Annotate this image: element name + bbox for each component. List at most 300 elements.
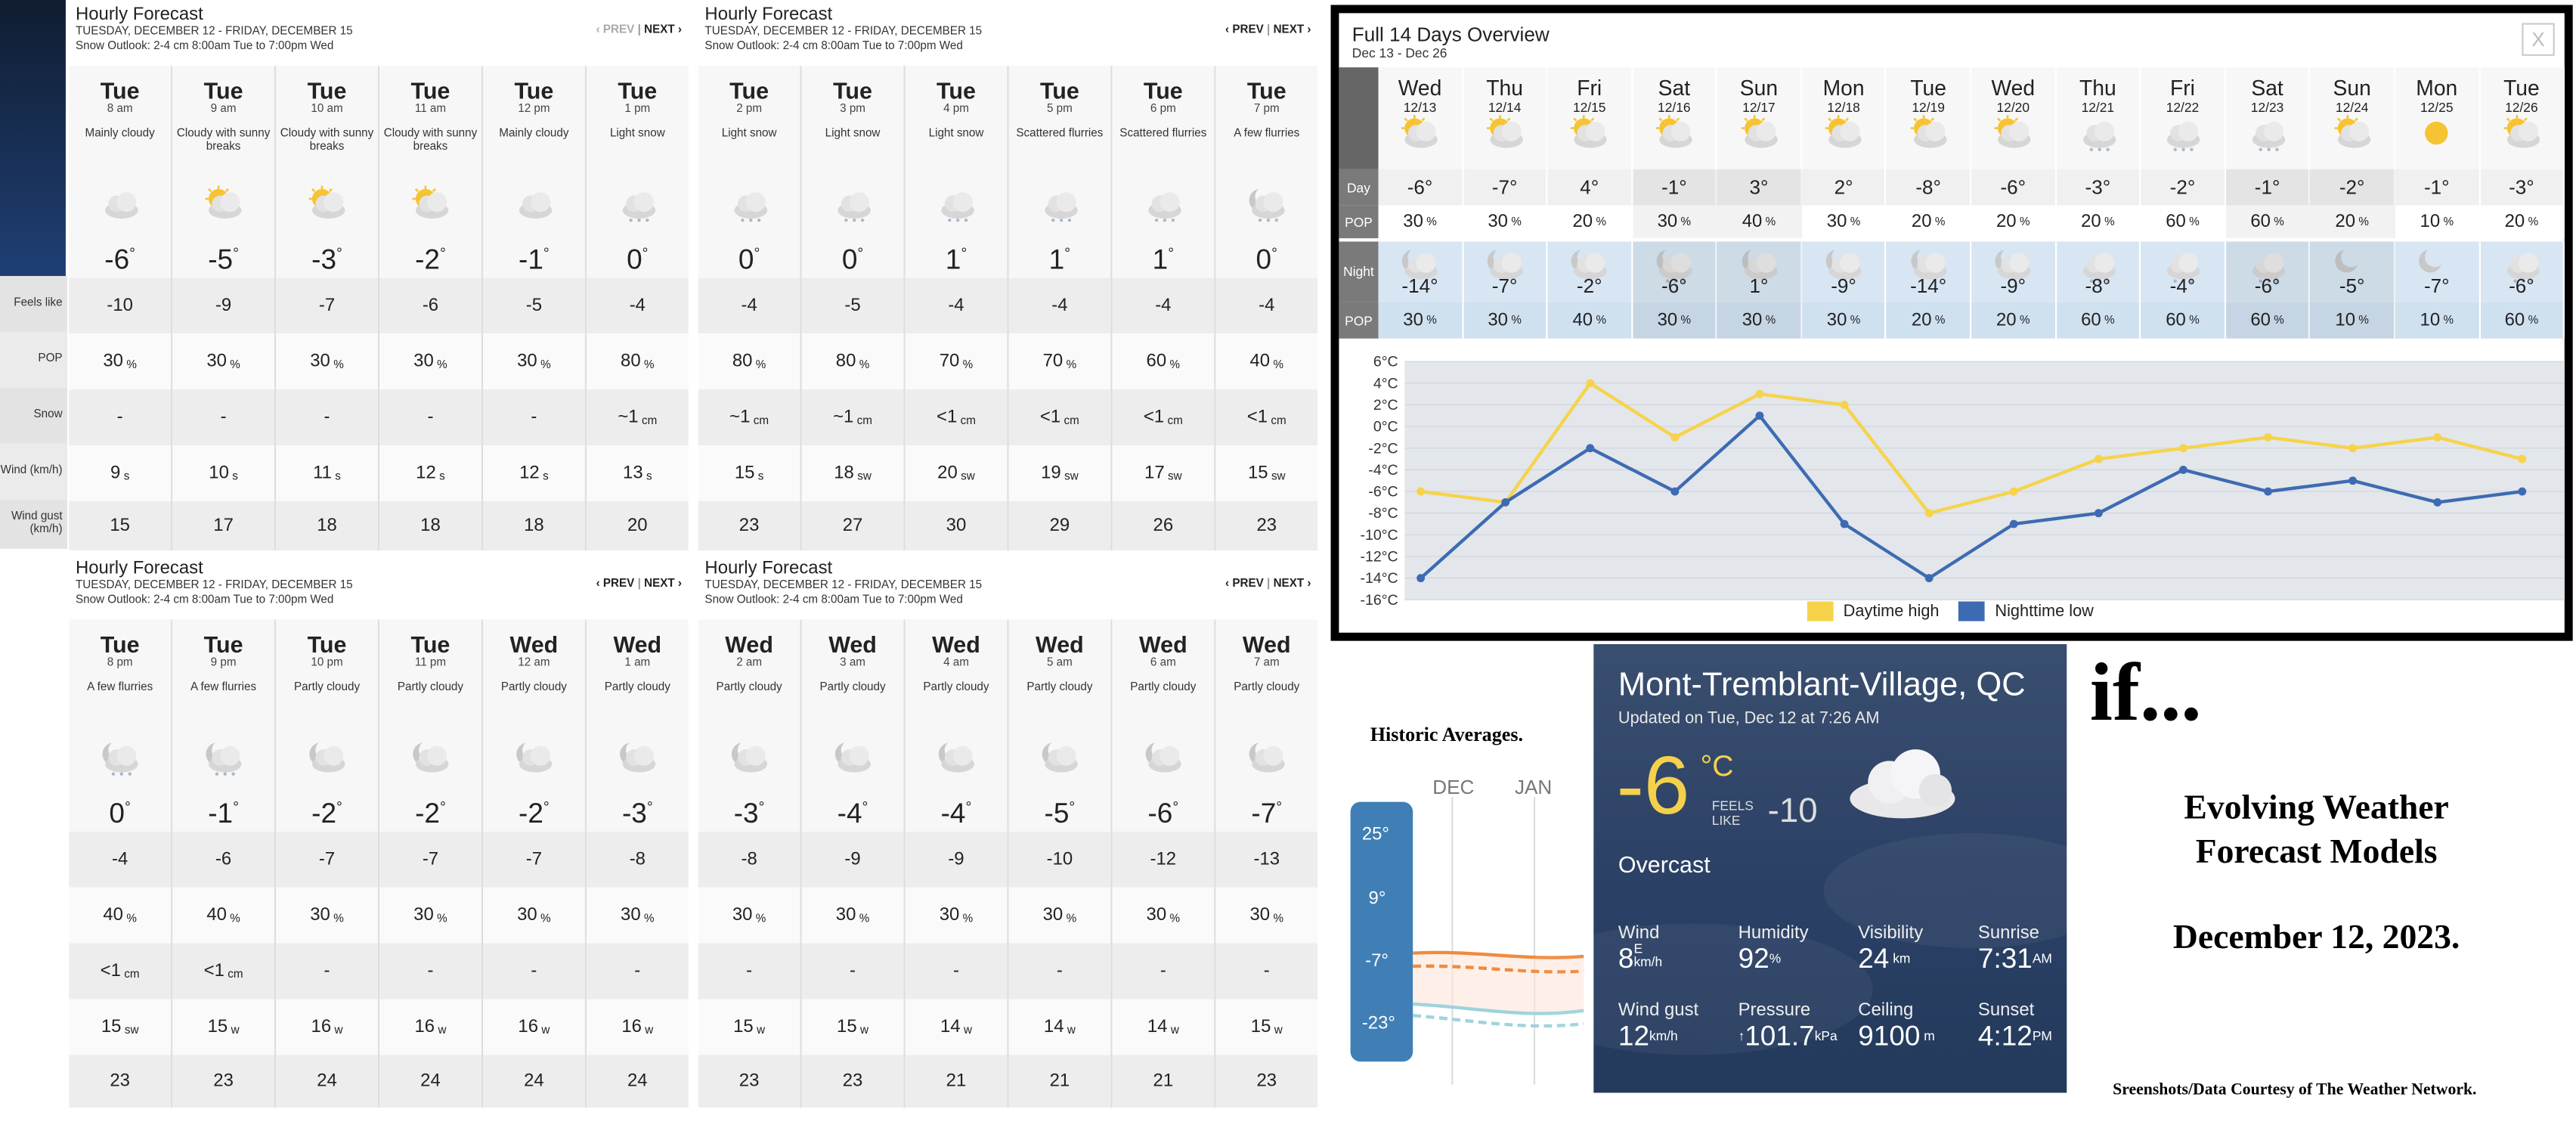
moon-cloud-icon: [937, 739, 976, 776]
hour-snow: -: [276, 389, 378, 445]
hour-time: 12 pm: [518, 103, 550, 116]
day-high: -2°: [2141, 169, 2226, 206]
temperature-chart: [1339, 353, 2564, 609]
prev-button[interactable]: ‹ PREV: [1225, 24, 1264, 36]
cloud-icon: [101, 186, 140, 222]
moon-cloud-icon: [1993, 246, 2033, 274]
hour-feels-like: -10: [1009, 832, 1111, 888]
hour-wind-gust: 21: [1112, 1055, 1214, 1108]
hour-column: [906, 619, 1009, 1108]
hour-snow: ~1 cm: [698, 389, 800, 445]
overview-row: [1339, 302, 2564, 339]
hour-time: 1 pm: [624, 103, 651, 116]
moon-cloud-icon: [1570, 246, 1609, 274]
hour-wind-gust: 18: [483, 501, 585, 550]
night-low: -6°: [1633, 242, 1717, 302]
hour-snow: ~1 cm: [802, 389, 904, 445]
day-pop: 30 %: [1633, 206, 1717, 238]
hour-day: Tue: [833, 77, 872, 104]
prev-button[interactable]: ‹ PREV: [596, 24, 635, 36]
day-pop: 20 %: [1548, 206, 1633, 238]
hour-condition: Scattered flurries: [1119, 128, 1207, 140]
hour-wind-gust: 30: [906, 501, 1008, 550]
hour-wind-gust: 24: [379, 1055, 481, 1108]
snow-icon: [2163, 246, 2202, 274]
hour-wind-gust: 23: [1215, 501, 1317, 550]
hour-day: Tue: [307, 77, 347, 104]
hour-time: 8 pm: [107, 657, 133, 669]
data-point-low: [2179, 466, 2187, 474]
hour-wind: 13 s: [587, 445, 689, 501]
hour-day: Wed: [725, 631, 773, 658]
next-button[interactable]: NEXT ›: [644, 578, 683, 590]
hour-wind-gust: 24: [483, 1055, 585, 1108]
hour-pop: 70 %: [1009, 333, 1111, 389]
hour-temp: -2°: [519, 798, 550, 829]
hour-feels-like: -9: [906, 832, 1008, 888]
hour-condition: Cloudy with sunny breaks: [280, 128, 374, 153]
hour-feels-like: -7: [276, 277, 378, 333]
snow-icon: [2078, 115, 2117, 161]
hour-pop: 30 %: [379, 888, 481, 944]
updated-time: Updated on Tue, Dec 12 at 7:26 AM: [1618, 709, 1880, 728]
label-feels-like: Feels like: [0, 276, 67, 332]
data-point-low: [1756, 411, 1764, 420]
hour-wind-gust: 23: [69, 1055, 171, 1108]
hour-feels-like: -8: [587, 832, 689, 888]
y-tick-label: 6°C: [1373, 353, 1398, 370]
hour-snow: -: [172, 389, 274, 445]
hour-column: [69, 619, 172, 1108]
moon-cloud-icon: [1739, 246, 1779, 274]
hour-pop: 30 %: [276, 333, 378, 389]
hour-wind: 14 w: [1112, 999, 1214, 1055]
hour-condition: Mainly cloudy: [499, 128, 569, 140]
day-header: Sun 12/17: [1717, 67, 1802, 169]
city-name: Mont-Tremblant-Village, QC: [1618, 667, 2026, 704]
hour-condition: A few flurries: [1234, 128, 1300, 140]
panel-date-range: TUESDAY, DECEMBER 12 - FRIDAY, DECEMBER 15: [75, 26, 353, 38]
hour-time: 9 am: [210, 103, 237, 116]
chart-legend: [1807, 602, 2094, 621]
hour-day: Tue: [410, 77, 450, 104]
data-point-low: [1670, 488, 1679, 496]
hour-snow: ~1 cm: [587, 389, 689, 445]
night-pop: 10 %: [2395, 302, 2480, 339]
hour-columns: [698, 66, 1317, 550]
feels-like-label: FEELS LIKE: [1711, 798, 1754, 829]
hour-condition: Partly cloudy: [819, 682, 886, 694]
hour-column: [1112, 619, 1215, 1108]
hour-condition: Light snow: [825, 128, 881, 140]
hour-temp: -7°: [1251, 798, 1283, 829]
moon-cloud-icon: [1144, 739, 1183, 776]
hour-condition: Partly cloudy: [397, 682, 463, 694]
hour-condition: Partly cloudy: [1026, 682, 1093, 694]
y-tick-label: -6°C: [1368, 483, 1398, 501]
data-point-high: [2179, 444, 2187, 452]
hour-pop: 80 %: [802, 333, 904, 389]
hourly-forecast-panel: [69, 0, 688, 550]
hour-condition: Partly cloudy: [500, 682, 567, 694]
hour-snow: -: [69, 389, 171, 445]
hour-temp: -6°: [104, 244, 136, 276]
hour-temp: 0°: [627, 244, 649, 276]
day-header: Mon 12/25: [2395, 67, 2480, 169]
data-point-low: [2095, 509, 2103, 517]
hour-condition: Partly cloudy: [923, 682, 989, 694]
hour-pop: 30 %: [483, 333, 585, 389]
hour-condition: Light snow: [721, 128, 777, 140]
day-pop: 30 %: [1802, 206, 1887, 238]
night-low: -5°: [2311, 242, 2395, 302]
hour-condition: Light snow: [928, 128, 984, 140]
day-header: Fri 12/15: [1548, 67, 1633, 169]
sun-cloud-icon: [2502, 115, 2541, 161]
data-point-high: [2518, 455, 2526, 463]
hour-feels-like: -4: [587, 277, 689, 333]
moon-snow-icon: [204, 739, 243, 776]
night-low: -6°: [2226, 242, 2311, 302]
overview-row: [1339, 67, 2564, 169]
hour-column: [802, 66, 906, 550]
day-pop: 20 %: [2056, 206, 2141, 238]
day-high: -1°: [2226, 169, 2311, 206]
y-tick-label: -12°C: [1360, 548, 1398, 566]
hour-day: Wed: [932, 631, 980, 658]
night-pop: 60 %: [2226, 302, 2311, 339]
hour-pop: 30 %: [698, 888, 800, 944]
moon-cloud-icon: [307, 739, 346, 776]
hour-feels-like: -5: [483, 277, 585, 333]
hour-pop: 30 %: [379, 333, 481, 389]
pressure-stat: Pressure $^↑101.7^{kPa}$: [1738, 1000, 1838, 1052]
night-low: -14°: [1379, 242, 1463, 302]
data-point-high: [1841, 401, 1849, 409]
hour-temp: -4°: [940, 798, 972, 829]
hour-feels-like: -5: [802, 277, 904, 333]
hour-pop: 80 %: [698, 333, 800, 389]
background-photo-strip: [0, 0, 66, 276]
hour-wind: 20 sw: [906, 445, 1008, 501]
night-pop: 30 %: [1717, 302, 1802, 339]
moon-cloud-icon: [1824, 246, 1863, 274]
day-pop: 10 %: [2395, 206, 2480, 238]
hour-column: [587, 66, 689, 550]
sun-cloud-icon: [2333, 115, 2372, 161]
day-header: Thu 12/21: [2056, 67, 2141, 169]
sun-icon: [2417, 115, 2457, 161]
overview-range: Dec 13 - Dec 26: [1351, 45, 1447, 61]
hour-wind: 12 s: [379, 445, 481, 501]
panel-nav: ‹ PREV | NEXT ›: [1225, 578, 1311, 590]
data-point-low: [2010, 520, 2018, 528]
data-point-low: [2264, 488, 2272, 496]
hour-temp: 1°: [1048, 244, 1071, 276]
hour-temp: -3°: [311, 244, 342, 276]
hist-tick-25: 25°: [1361, 825, 1389, 845]
moon-snow-icon: [1655, 246, 1694, 274]
hour-pop: 30 %: [1112, 888, 1214, 944]
sun-cloud-icon: [307, 186, 346, 222]
night-pop: 10 %: [2311, 302, 2395, 339]
night-low: -2°: [1548, 242, 1633, 302]
hour-day: Tue: [1039, 77, 1079, 104]
hour-wind-gust: 15: [69, 501, 171, 550]
snow-icon: [1040, 186, 1079, 222]
hour-condition: A few flurries: [87, 682, 153, 694]
hist-tick-minus7: -7°: [1365, 951, 1389, 972]
data-point-high: [2433, 433, 2441, 442]
hour-day: Tue: [203, 631, 243, 658]
hour-column: [172, 619, 276, 1108]
snow-icon: [2163, 115, 2202, 161]
hour-wind-gust: 17: [172, 501, 274, 550]
hour-column: [698, 66, 802, 550]
hour-wind: 19 sw: [1009, 445, 1111, 501]
next-button[interactable]: NEXT ›: [1273, 24, 1311, 36]
humidity-stat: Humidity 92%: [1738, 923, 1809, 975]
hour-wind-gust: 23: [172, 1055, 274, 1108]
hour-wind: 14 w: [906, 999, 1008, 1055]
panel-date-range: TUESDAY, DECEMBER 12 - FRIDAY, DECEMBER 15: [704, 580, 983, 592]
hour-time: 11 pm: [414, 657, 447, 669]
data-point-high: [2348, 444, 2357, 452]
panel-title: Hourly Forecast: [75, 558, 203, 579]
day-high: -1°: [1633, 169, 1717, 206]
hour-snow: -: [379, 389, 481, 445]
hour-wind: 11 s: [276, 445, 378, 501]
night-pop: 30 %: [1463, 302, 1548, 339]
hour-temp: 0°: [841, 244, 864, 276]
day-header: Sat 12/16: [1633, 67, 1717, 169]
hour-snow: <1 cm: [69, 944, 171, 999]
hour-feels-like: -9: [802, 832, 904, 888]
hour-wind-gust: 21: [1009, 1055, 1111, 1108]
sun-cloud-icon: [1570, 115, 1609, 161]
panel-title: Hourly Forecast: [704, 558, 833, 579]
hour-pop: 60 %: [1112, 333, 1214, 389]
snow-icon: [2247, 115, 2287, 161]
data-point-low: [1416, 574, 1425, 582]
moon-cloud-icon: [1909, 246, 1948, 274]
sun-cloud-icon: [410, 186, 450, 222]
y-tick-label: -8°C: [1368, 505, 1398, 522]
hour-time: 10 am: [311, 103, 343, 116]
hour-column: [1215, 619, 1317, 1108]
hourly-forecast-panel: [69, 553, 688, 1101]
hour-feels-like: -6: [379, 277, 481, 333]
next-button[interactable]: NEXT ›: [1273, 578, 1311, 590]
hour-wind-gust: 23: [802, 1055, 904, 1108]
overview-title: Full 14 Days Overview: [1351, 23, 1550, 46]
fourteen-day-overview: [1331, 5, 2573, 641]
hour-condition: Scattered flurries: [1016, 128, 1104, 140]
row-label: POP: [1339, 206, 1378, 238]
moon-snow-icon: [101, 739, 140, 776]
hour-temp: -1°: [519, 244, 550, 276]
hour-column: [906, 66, 1009, 550]
hour-wind: 9 s: [69, 445, 171, 501]
hour-wind-gust: 23: [698, 501, 800, 550]
day-pop: 60 %: [2226, 206, 2311, 238]
hour-temp: 0°: [1255, 244, 1277, 276]
y-tick-label: -16°C: [1360, 591, 1398, 609]
hour-day: Wed: [1138, 631, 1187, 658]
hour-day: Tue: [203, 77, 243, 104]
overview-row: [1339, 242, 2564, 302]
hour-column: [1215, 66, 1317, 550]
hour-time: 6 am: [1150, 657, 1176, 669]
next-button[interactable]: NEXT ›: [644, 24, 683, 36]
hour-wind: 16 w: [379, 999, 481, 1055]
night-pop: 40 %: [1548, 302, 1633, 339]
hourly-forecast-panel: [698, 0, 1317, 550]
credit: Sreenshots/Data Courtesy of The Weather Network.: [2113, 1081, 2477, 1100]
hour-time: 6 pm: [1150, 103, 1176, 116]
hour-pop: 30 %: [906, 888, 1008, 944]
wind-gust-stat: Wind gust $12^{km/h}$: [1618, 1000, 1699, 1052]
hour-time: 3 pm: [840, 103, 865, 116]
y-tick-label: 0°C: [1373, 418, 1398, 435]
snow-icon: [1144, 186, 1183, 222]
night-pop: 60 %: [2480, 302, 2565, 339]
night-low: 1°: [1717, 242, 1802, 302]
hour-time: 3 am: [840, 657, 865, 669]
day-header: Thu 12/14: [1463, 67, 1548, 169]
hour-day: Tue: [729, 77, 769, 104]
close-button[interactable]: X: [2522, 23, 2554, 55]
hour-pop: 30 %: [276, 888, 378, 944]
hour-time: 5 pm: [1046, 103, 1073, 116]
hour-day: Tue: [1143, 77, 1183, 104]
if-heading: if...: [2089, 646, 2202, 738]
hour-snow: -: [698, 944, 800, 999]
day-header: Sat 12/23: [2226, 67, 2311, 169]
night-low: -9°: [1802, 242, 1887, 302]
hist-tick-minus23: -23°: [1361, 1014, 1395, 1034]
hour-snow: -: [802, 944, 904, 999]
hour-columns: [69, 619, 688, 1108]
day-high: -6°: [1379, 169, 1463, 206]
panel-date-range: TUESDAY, DECEMBER 12 - FRIDAY, DECEMBER 15: [75, 580, 353, 592]
data-point-low: [1925, 574, 1934, 582]
hour-wind: 15 sw: [69, 999, 171, 1055]
hour-condition: Mainly cloudy: [85, 128, 155, 140]
hour-snow: -: [1215, 944, 1317, 999]
data-point-high: [2010, 488, 2018, 496]
row-label: [1339, 67, 1378, 169]
snow-icon: [2502, 246, 2541, 274]
hour-wind: 14 w: [1009, 999, 1111, 1055]
panel-nav: ‹ PREV | NEXT ›: [596, 24, 683, 36]
hour-wind-gust: 21: [906, 1055, 1008, 1108]
sun-cloud-icon: [1824, 115, 1863, 161]
moon-cloud-icon: [1040, 739, 1079, 776]
legend-swatch-high: [1807, 602, 1834, 621]
hour-temp: 0°: [109, 798, 131, 829]
day-header: Tue 12/19: [1887, 67, 1971, 169]
panel-snow-outlook: Snow Outlook: 2-4 cm 8:00am Tue to 7:00pm Wed: [75, 594, 334, 607]
hour-wind: 15 s: [698, 445, 800, 501]
hour-wind-gust: 26: [1112, 501, 1214, 550]
night-low: -4°: [2141, 242, 2226, 302]
hour-day: Tue: [514, 77, 554, 104]
hour-time: 2 pm: [736, 103, 763, 116]
moon-cloud-icon: [1400, 246, 1439, 274]
row-label: POP: [1339, 302, 1378, 339]
cloud-icon: [514, 186, 553, 222]
data-point-low: [1586, 444, 1594, 452]
hour-time: 11 am: [414, 103, 447, 116]
hour-wind-gust: 23: [1215, 1055, 1317, 1108]
data-point-low: [1501, 498, 1509, 507]
hour-feels-like: -12: [1112, 832, 1214, 888]
hour-day: Tue: [100, 77, 140, 104]
hour-wind: 18 sw: [802, 445, 904, 501]
hour-pop: 80 %: [587, 333, 689, 389]
y-tick-label: -2°C: [1368, 440, 1398, 457]
snow-icon: [833, 186, 872, 222]
row-label: Day: [1339, 169, 1378, 206]
moon-cloud-icon: [410, 739, 450, 776]
hour-day: Tue: [618, 77, 658, 104]
hour-wind: 12 s: [483, 445, 585, 501]
prev-button[interactable]: ‹ PREV: [1225, 578, 1264, 590]
moon-icon: [2333, 246, 2372, 274]
data-point-low: [2348, 476, 2357, 485]
hour-temp: -5°: [208, 244, 239, 276]
data-point-high: [1925, 509, 1934, 517]
hour-day: Tue: [1246, 77, 1286, 104]
moon-cloud-icon: [1485, 246, 1525, 274]
panel-nav: ‹ PREV | NEXT ›: [1225, 24, 1311, 36]
hour-temp: -2°: [415, 798, 446, 829]
day-header: Wed 12/20: [1971, 67, 2056, 169]
night-pop: 30 %: [1633, 302, 1717, 339]
hist-tick-9: 9°: [1368, 888, 1386, 909]
hour-day: Tue: [937, 77, 976, 104]
hour-feels-like: -9: [172, 277, 274, 333]
day-high: -3°: [2056, 169, 2141, 206]
temp-unit: °C: [1700, 749, 1734, 783]
data-point-high: [1586, 379, 1594, 387]
day-high: -8°: [1887, 169, 1971, 206]
label-wind: Wind (km/h): [0, 444, 67, 500]
hour-wind: 16 w: [587, 999, 689, 1055]
sun-cloud-icon: [1485, 115, 1525, 161]
row-label: Night: [1339, 242, 1378, 302]
hour-pop: 30 %: [483, 888, 585, 944]
hour-pop: 40 %: [1215, 333, 1317, 389]
prev-button[interactable]: ‹ PREV: [596, 578, 635, 590]
sun-cloud-icon: [1739, 115, 1779, 161]
hour-condition: Cloudy with sunny breaks: [383, 128, 478, 153]
day-pop: 40 %: [1717, 206, 1802, 238]
hour-time: 10 pm: [311, 657, 343, 669]
data-point-high: [2095, 455, 2103, 463]
hour-snow: -: [906, 944, 1008, 999]
hour-pop: 40 %: [172, 888, 274, 944]
day-high: -3°: [2480, 169, 2565, 206]
day-high: 2°: [1802, 169, 1887, 206]
data-point-high: [2264, 433, 2272, 442]
hour-snow: <1 cm: [906, 389, 1008, 445]
hour-time: 7 am: [1253, 657, 1280, 669]
hour-condition: Partly cloudy: [1130, 682, 1197, 694]
hour-condition: Light snow: [609, 128, 665, 140]
visibility-stat: Visibility 24 $^{km}$: [1858, 923, 1924, 975]
